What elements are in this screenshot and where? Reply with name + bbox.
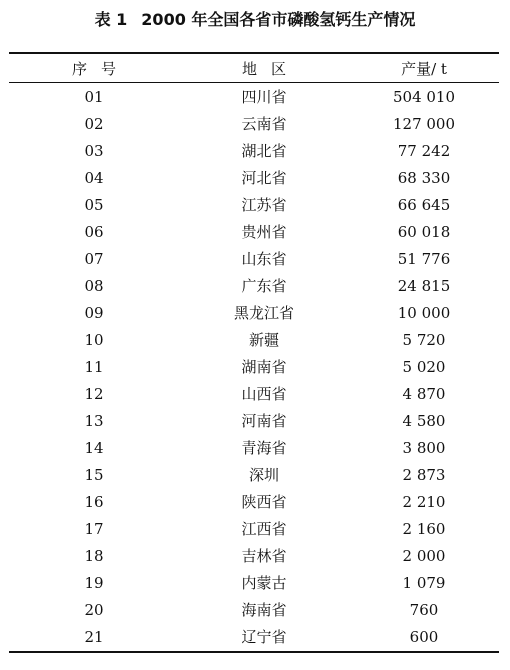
cell-output: 2 000 (402, 546, 446, 565)
cell-serial: 02 (84, 114, 104, 133)
cell-serial: 07 (84, 249, 104, 268)
table-row (9, 137, 499, 164)
cell-serial: 12 (84, 384, 104, 403)
cell-output: 51 776 (397, 249, 451, 268)
table-title: 2000 年全国各省市磷酸氢钙生产情况 (141, 10, 416, 29)
cell-region: 辽宁省 (241, 628, 287, 646)
cell-serial: 19 (84, 573, 104, 592)
table-row (9, 596, 499, 623)
cell-region: 山东省 (241, 250, 287, 268)
cell-output: 5 720 (402, 330, 446, 349)
cell-serial: 01 (84, 87, 104, 106)
cell-region: 云南省 (241, 115, 287, 133)
cell-output: 600 (409, 627, 439, 646)
cell-serial: 13 (84, 411, 104, 430)
cell-region: 湖南省 (241, 358, 287, 376)
table-row (9, 110, 499, 137)
cell-region: 青海省 (241, 439, 287, 457)
cell-serial: 14 (84, 438, 104, 457)
cell-region: 江苏省 (241, 196, 287, 214)
cell-output: 504 010 (392, 87, 456, 106)
cell-region: 山西省 (241, 385, 287, 403)
cell-output: 66 645 (397, 195, 451, 214)
cell-region: 新疆 (248, 331, 279, 349)
cell-region: 湖北省 (241, 142, 287, 160)
cell-region: 内蒙古 (241, 574, 287, 592)
table-row (9, 245, 499, 272)
table-row (9, 83, 499, 110)
cell-output: 60 018 (397, 222, 451, 241)
table-row (9, 326, 499, 353)
cell-region: 陕西省 (241, 493, 287, 511)
cell-output: 10 000 (397, 303, 451, 322)
cell-serial: 21 (84, 627, 104, 646)
table-row (9, 272, 499, 299)
cell-serial: 15 (84, 465, 104, 484)
cell-region: 深圳 (248, 466, 279, 484)
cell-region: 黑龙江省 (233, 304, 294, 322)
cell-serial: 20 (84, 600, 104, 619)
table-row (9, 461, 499, 488)
cell-output: 77 242 (397, 141, 451, 160)
cell-output: 127 000 (392, 114, 456, 133)
cell-serial: 09 (84, 303, 104, 322)
cell-region: 江西省 (241, 520, 287, 538)
table-number: 表 1 (94, 10, 128, 29)
cell-output: 760 (409, 600, 439, 619)
cell-serial: 04 (84, 168, 104, 187)
table-row (9, 515, 499, 542)
cell-serial: 08 (84, 276, 104, 295)
cell-output: 2 210 (402, 492, 446, 511)
cell-output: 5 020 (402, 357, 446, 376)
cell-region: 广东省 (241, 277, 287, 295)
table-bottom-rule (9, 651, 499, 653)
table-row (9, 569, 499, 596)
table-row (9, 299, 499, 326)
header-region: 地区 (241, 59, 300, 78)
header-output: 产量/ t (401, 59, 447, 78)
table-row (9, 407, 499, 434)
cell-region: 贵州省 (241, 223, 287, 241)
cell-output: 2 873 (402, 465, 446, 484)
cell-output: 3 800 (402, 438, 446, 457)
cell-serial: 16 (84, 492, 104, 511)
cell-region: 四川省 (241, 88, 287, 106)
table-row (9, 488, 499, 515)
cell-output: 1 079 (402, 573, 446, 592)
table-row (9, 542, 499, 569)
header-serial-number: 序号 (71, 59, 130, 78)
cell-serial: 06 (84, 222, 104, 241)
cell-serial: 05 (84, 195, 104, 214)
production-table (9, 54, 499, 646)
cell-serial: 17 (84, 519, 104, 538)
cell-output: 68 330 (397, 168, 451, 187)
table-row (9, 218, 499, 245)
table-row (9, 353, 499, 380)
table-caption (0, 9, 510, 31)
cell-serial: 11 (84, 357, 104, 376)
cell-output: 24 815 (397, 276, 451, 295)
table-row (9, 434, 499, 461)
table-row (9, 623, 499, 650)
cell-region: 河南省 (241, 412, 287, 430)
cell-output: 4 580 (402, 411, 446, 430)
cell-region: 海南省 (241, 601, 287, 619)
cell-output: 2 160 (402, 519, 446, 538)
cell-serial: 10 (84, 330, 104, 349)
cell-region: 河北省 (241, 169, 287, 187)
table-row (9, 164, 499, 191)
table-header-row (9, 54, 499, 82)
table-row (9, 191, 499, 218)
table-row (9, 380, 499, 407)
cell-output: 4 870 (402, 384, 446, 403)
table-body (9, 83, 499, 650)
cell-serial: 03 (84, 141, 104, 160)
cell-region: 吉林省 (241, 547, 287, 565)
cell-serial: 18 (84, 546, 104, 565)
